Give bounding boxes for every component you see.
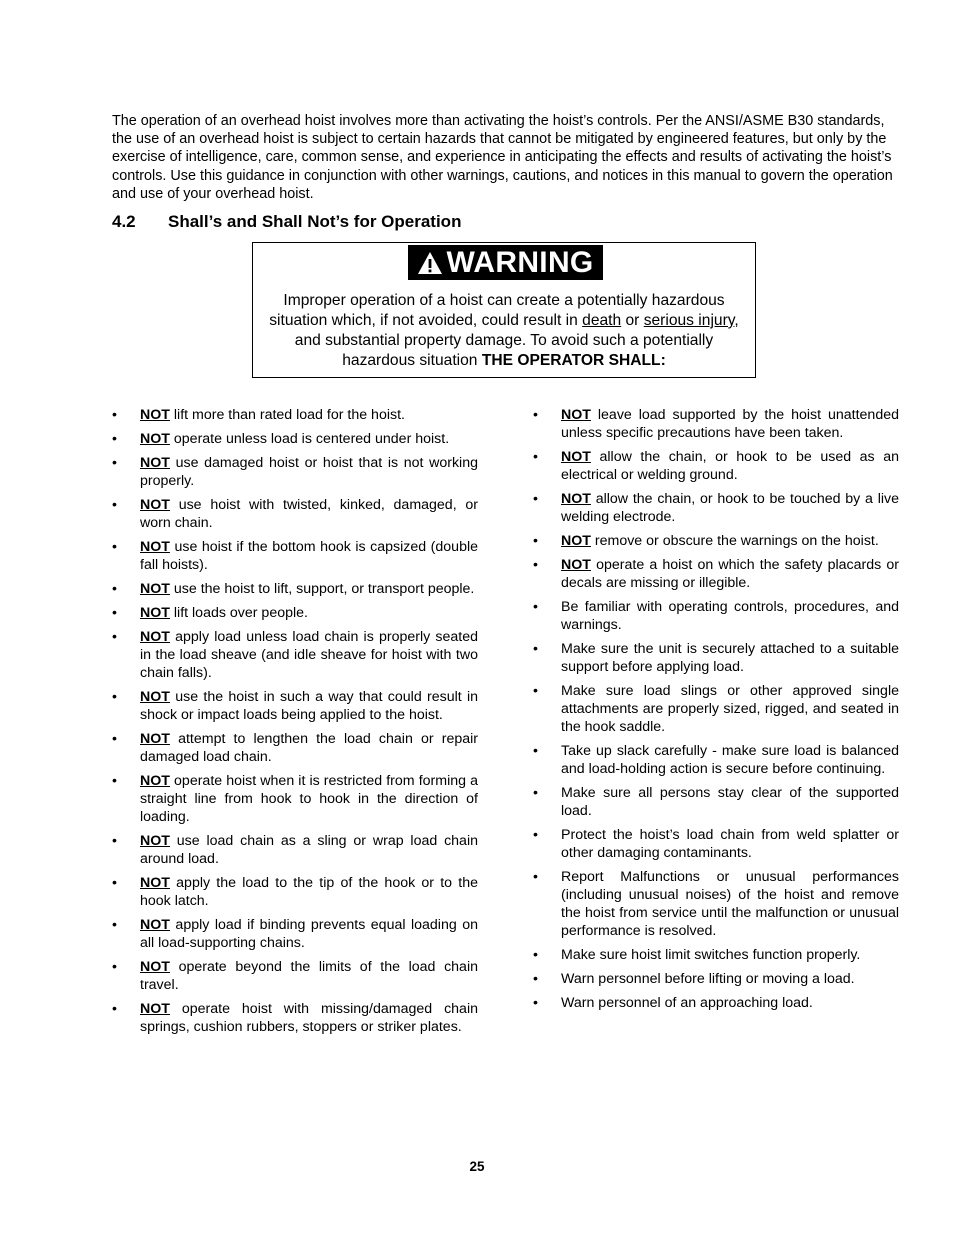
list-item-text: use load chain as a sling or wrap load chain around load. xyxy=(140,833,478,867)
bullet: • xyxy=(112,605,117,621)
not-label: NOT xyxy=(140,833,170,849)
list-item xyxy=(533,556,899,592)
bullet: • xyxy=(112,731,117,747)
list-item xyxy=(533,946,899,964)
list-item xyxy=(112,454,478,490)
list-item xyxy=(533,994,899,1012)
not-label: NOT xyxy=(561,491,591,507)
not-label: NOT xyxy=(140,605,170,621)
list-item-text: operate hoist with missing/damaged chain springs, cushion rubbers, stoppers or striker plates. xyxy=(140,1001,478,1035)
list-item-text: Report Malfunctions or unusual performances (including unusual noises) of the hoist and remove the hoist from service until the malfunction or unusual performance is resolved. xyxy=(561,869,899,939)
warning-or: or xyxy=(621,312,644,329)
list-item xyxy=(112,688,478,724)
list-item xyxy=(112,874,478,910)
list-item-text: operate beyond the limits of the load chain travel. xyxy=(140,959,478,993)
list-item-text: Make sure all persons stay clear of the supported load. xyxy=(561,785,899,819)
bullet: • xyxy=(112,497,117,513)
list-item-text: Take up slack carefully - make sure load is balanced and load-holding action is secure before continuing. xyxy=(561,743,899,777)
bullet: • xyxy=(112,1001,117,1017)
not-label: NOT xyxy=(561,407,591,423)
right-bullet-list xyxy=(533,406,899,1018)
list-item-text: Make sure the unit is securely attached to a suitable support before applying load. xyxy=(561,641,899,675)
not-label: NOT xyxy=(561,449,591,465)
bullet: • xyxy=(112,407,117,423)
page-number: 25 xyxy=(469,1159,485,1174)
list-item-text: operate hoist when it is restricted from forming a straight line from hook to hook in the direction of loading. xyxy=(140,773,478,825)
warning-death: death xyxy=(582,312,622,329)
list-item xyxy=(112,832,478,868)
section-heading xyxy=(112,211,461,233)
list-item xyxy=(112,916,478,952)
list-item xyxy=(112,604,478,622)
bullet: • xyxy=(533,947,538,963)
list-item-text: Make sure hoist limit switches function properly. xyxy=(561,947,861,963)
list-item xyxy=(112,958,478,994)
warning-text-part-2: , and substantial property damage. To avoid such a potentially hazardous situation xyxy=(294,312,739,369)
list-item xyxy=(533,640,899,676)
not-label: NOT xyxy=(140,629,170,645)
list-item xyxy=(112,580,478,598)
bullet: • xyxy=(112,833,117,849)
list-item xyxy=(112,1000,478,1036)
bullet: • xyxy=(112,581,117,597)
bullet: • xyxy=(112,629,117,645)
list-item xyxy=(112,406,478,424)
not-label: NOT xyxy=(140,407,170,423)
list-item-text: Warn personnel of an approaching load. xyxy=(561,995,813,1011)
bullet: • xyxy=(533,641,538,657)
warning-banner xyxy=(408,245,603,280)
list-item-text: allow the chain, or hook to be touched by a live welding electrode. xyxy=(561,491,899,525)
warning-label: WARNING xyxy=(446,246,594,279)
warning-text-part-1: Improper operation of a hoist can create a potentially hazardous situation which, if not avoided, could result in xyxy=(269,292,725,329)
bullet: • xyxy=(533,407,538,423)
list-item-text: Be familiar with operating controls, procedures, and warnings. xyxy=(561,599,899,633)
warning-box xyxy=(252,242,756,378)
warning-triangle-icon xyxy=(417,250,443,276)
bullet: • xyxy=(533,533,538,549)
list-item xyxy=(533,784,899,820)
bullet: • xyxy=(112,959,117,975)
list-item-text: remove or obscure the warnings on the hoist. xyxy=(590,533,879,549)
not-label: NOT xyxy=(140,497,170,513)
bullet: • xyxy=(533,449,538,465)
bullet: • xyxy=(533,743,538,759)
left-bullet-list xyxy=(112,406,478,1042)
bullet: • xyxy=(533,599,538,615)
list-item-text: Warn personnel before lifting or moving a load. xyxy=(561,971,855,987)
list-item-text: Protect the hoist’s load chain from weld splatter or other damaging contaminants. xyxy=(561,827,899,861)
list-item xyxy=(533,742,899,778)
list-item xyxy=(533,682,899,736)
list-item-text: apply load if binding prevents equal loading on all load-supporting chains. xyxy=(140,917,478,951)
list-item-text: use the hoist to lift, support, or transport people. xyxy=(169,581,475,597)
not-label: NOT xyxy=(140,773,170,789)
list-item xyxy=(112,628,478,682)
not-label: NOT xyxy=(140,875,170,891)
bullet: • xyxy=(112,917,117,933)
list-item-text: attempt to lengthen the load chain or repair damaged load chain. xyxy=(140,731,478,765)
list-item xyxy=(533,826,899,862)
list-item-text: operate a hoist on which the safety placards or decals are missing or illegible. xyxy=(561,557,899,591)
list-item-text: Make sure load slings or other approved single attachments are properly sized, rigged, and seated in the hook saddle. xyxy=(561,683,899,735)
not-label: NOT xyxy=(140,539,170,555)
list-item xyxy=(533,868,899,940)
bullet: • xyxy=(533,995,538,1011)
not-label: NOT xyxy=(140,455,170,471)
list-item xyxy=(112,730,478,766)
bullet: • xyxy=(533,827,538,843)
list-item-text: use hoist with twisted, kinked, damaged, or worn chain. xyxy=(140,497,478,531)
list-item xyxy=(533,598,899,634)
bullet: • xyxy=(112,875,117,891)
list-item-text: operate unless load is centered under hoist. xyxy=(169,431,450,447)
not-label: NOT xyxy=(140,581,170,597)
list-item-text: apply the load to the tip of the hook or to the hook latch. xyxy=(140,875,478,909)
bullet: • xyxy=(112,773,117,789)
list-item xyxy=(533,448,899,484)
list-item xyxy=(112,772,478,826)
section-number: 4.2 xyxy=(112,212,136,231)
warning-operator-shall: THE OPERATOR SHALL: xyxy=(481,352,666,369)
bullet: • xyxy=(533,683,538,699)
list-item-text: use hoist if the bottom hook is capsized (double fall hoists). xyxy=(140,539,478,573)
list-item-text: leave load supported by the hoist unattended unless specific precautions have been taken. xyxy=(561,407,899,441)
list-item-text: apply load unless load chain is properly seated in the load sheave (and idle sheave for hoist with two chain falls). xyxy=(140,629,478,681)
not-label: NOT xyxy=(140,959,170,975)
not-label: NOT xyxy=(140,1001,170,1017)
bullet: • xyxy=(112,539,117,555)
bullet: • xyxy=(533,971,538,987)
section-title: Shall’s and Shall Not’s for Operation xyxy=(168,212,462,231)
bullet: • xyxy=(112,431,117,447)
list-item-text: lift more than rated load for the hoist. xyxy=(169,407,405,423)
list-item-text: use damaged hoist or hoist that is not working properly. xyxy=(140,455,478,489)
list-item xyxy=(533,532,899,550)
not-label: NOT xyxy=(140,689,170,705)
list-item-text: lift loads over people. xyxy=(169,605,308,621)
not-label: NOT xyxy=(140,917,170,933)
not-label: NOT xyxy=(561,533,591,549)
warning-serious-injury: serious injury xyxy=(643,312,735,329)
intro-paragraph: The operation of an overhead hoist involves more than activating the hoist’s controls. Per the ANSI/ASME B30 standards, the use of an overhead hoist is subject to certain hazards that cannot be mitigated by engineered features, but only by the exercise of intelligence, care, common sense, and experience in anticipating the effects and results of activating the hoist’s controls. Use this guidance in conjunction with other warnings, cautions, and notices in this manual to govern the operation and use of your overhead hoist. xyxy=(112,113,893,202)
list-item xyxy=(112,430,478,448)
list-item xyxy=(533,970,899,988)
list-item xyxy=(533,490,899,526)
bullet: • xyxy=(533,869,538,885)
not-label: NOT xyxy=(140,731,170,747)
bullet: • xyxy=(533,785,538,801)
not-label: NOT xyxy=(561,557,591,573)
bullet: • xyxy=(112,689,117,705)
list-item xyxy=(533,406,899,442)
list-item xyxy=(112,496,478,532)
bullet: • xyxy=(112,455,117,471)
list-item xyxy=(112,538,478,574)
list-item-text: allow the chain, or hook to be used as an electrical or welding ground. xyxy=(561,449,899,483)
list-item-text: use the hoist in such a way that could result in shock or impact loads being applied to the hoist. xyxy=(140,689,478,723)
not-label: NOT xyxy=(140,431,170,447)
bullet: • xyxy=(533,491,538,507)
bullet: • xyxy=(533,557,538,573)
warning-text xyxy=(267,291,741,371)
